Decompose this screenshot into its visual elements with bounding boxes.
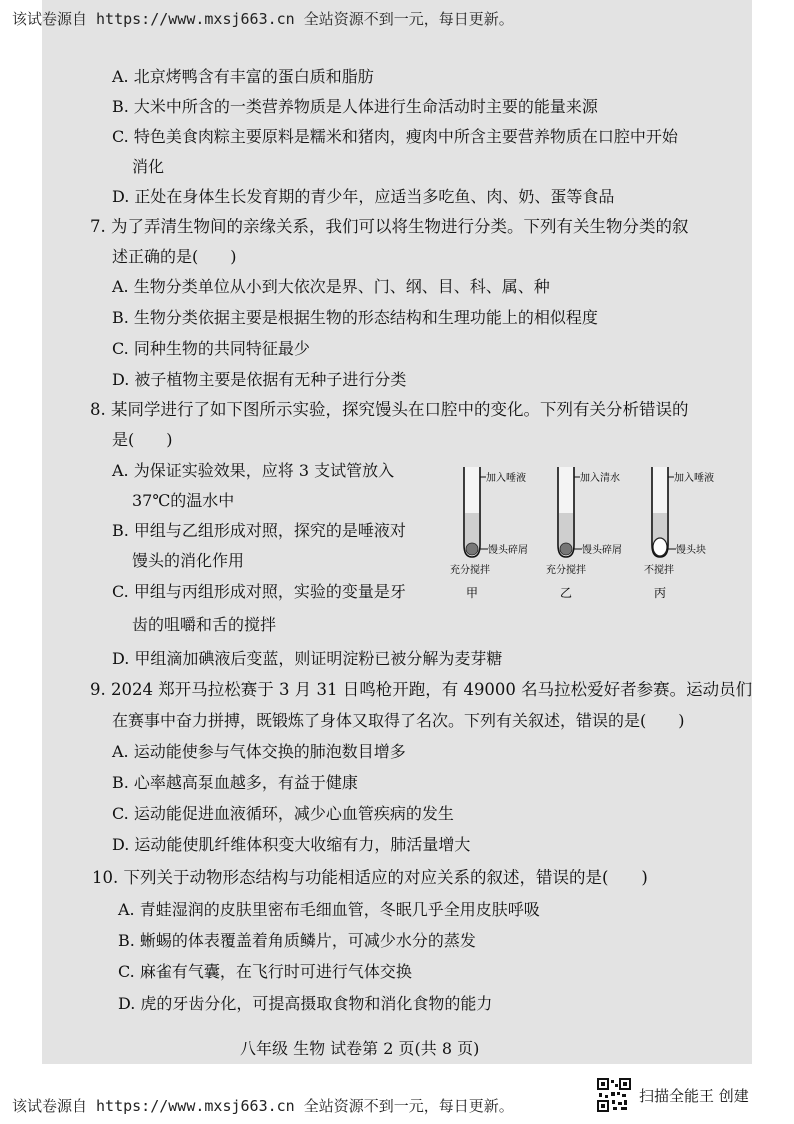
tube-yi-group-label: 乙 [560, 586, 573, 600]
q7-option-b: B. 生物分类依据主要是根据生物的形态结构和生理功能上的相似程度 [112, 308, 598, 327]
q10-option-a: A. 青蛙湿润的皮肤里密布毛细血管，冬眠几乎全用皮肤呼吸 [118, 900, 540, 919]
watermark-bottom: 该试卷源自 https://www.mxsj663.cn 全站资源不到一元，每日更新。 [12, 1097, 514, 1115]
q8-option-b-continued: 馒头的消化作用 [132, 551, 245, 570]
page-footer: 八年级 生物 试卷第 2 页(共 8 页) [240, 1039, 480, 1058]
q9-stem: 9. 2024 郑开马拉松赛于 3 月 31 日鸣枪开跑，有 49000 名马拉松爱好者参赛。运动员们 [90, 680, 753, 699]
tube-bing-group-label: 丙 [654, 586, 667, 600]
tube-yi-stir-label: 充分搅拌 [546, 565, 586, 576]
q10-option-b: B. 蜥蜴的体表覆盖着角质鳞片，可减少水分的蒸发 [118, 931, 476, 950]
scanner-badge [597, 1078, 777, 1118]
tube-jia-add-label: 加入唾液 [486, 473, 526, 484]
scanner-label: 扫描全能王 创建 [639, 1087, 749, 1105]
tube-yi [546, 467, 622, 600]
q10-option-c: C. 麻雀有气囊，在飞行时可进行气体交换 [118, 962, 412, 981]
crumbs-icon [466, 543, 478, 555]
tube-jia [450, 467, 528, 600]
tube-yi-add-label: 加入清水 [580, 473, 620, 484]
tube-jia-group-label: 甲 [466, 586, 479, 600]
test-tube-experiment-figure [448, 455, 738, 615]
tube-bing-stir-label: 不搅拌 [644, 565, 674, 576]
q8-option-a-continued: 37℃的温水中 [132, 491, 235, 510]
q8-option-a: A. 为保证实验效果，应将 3 支试管放入 [112, 461, 395, 480]
q6-option-b: B. 大米中所含的一类营养物质是人体进行生命活动时主要的能量来源 [112, 97, 598, 116]
q6-option-d: D. 正处在身体生长发育期的青少年，应适当多吃鱼、肉、奶、蛋等食品 [112, 187, 615, 206]
q10-stem: 10. 下列关于动物形态结构与功能相适应的对应关系的叙述，错误的是( ) [92, 868, 648, 887]
q6-option-c: C. 特色美食肉粽主要原料是糯米和猪肉，瘦肉中所含主要营养物质在口腔中开始 [112, 127, 678, 146]
q7-stem-continued: 述正确的是( ) [112, 247, 237, 266]
q7-stem: 7. 为了弄清生物间的亲缘关系，我们可以将生物进行分类。下列有关生物分类的叙 [90, 217, 689, 236]
tube-bing [644, 467, 714, 600]
q8-option-c-continued: 齿的咀嚼和舌的搅拌 [132, 615, 277, 634]
qr-code-icon [597, 1078, 631, 1112]
q9-option-b: B. 心率越高泵血越多，有益于健康 [112, 773, 358, 792]
q8-stem: 8. 某同学进行了如下图所示实验，探究馒头在口腔中的变化。下列有关分析错误的 [90, 400, 689, 419]
q9-stem-continued: 在赛事中奋力拼搏，既锻炼了身体又取得了名次。下列有关叙述，错误的是( ) [112, 711, 685, 730]
bread-block-icon [653, 538, 667, 556]
tube-bing-add-label: 加入唾液 [674, 473, 714, 484]
q8-option-d: D. 甲组滴加碘液后变蓝，则证明淀粉已被分解为麦芽糖 [112, 649, 503, 668]
q9-option-a: A. 运动能使参与气体交换的肺泡数目增多 [112, 742, 406, 761]
tube-yi-sample-label: 馒头碎屑 [582, 545, 622, 556]
q8-option-c: C. 甲组与丙组形成对照，实验的变量是牙 [112, 582, 406, 601]
q9-option-d: D. 运动能使肌纤维体积变大收缩有力，肺活量增大 [112, 835, 471, 854]
q8-stem-continued: 是( ) [112, 430, 173, 449]
crumbs-icon [560, 543, 572, 555]
q6-option-a: A. 北京烤鸭含有丰富的蛋白质和脂肪 [112, 67, 374, 86]
tube-bing-sample-label: 馒头块 [676, 545, 706, 556]
q7-option-c: C. 同种生物的共同特征最少 [112, 339, 310, 358]
tube-jia-sample-label: 馒头碎屑 [488, 545, 528, 556]
q7-option-d: D. 被子植物主要是依据有无种子进行分类 [112, 370, 407, 389]
q8-option-b: B. 甲组与乙组形成对照，探究的是唾液对 [112, 521, 406, 540]
q7-option-a: A. 生物分类单位从小到大依次是界、门、纲、目、科、属、种 [112, 277, 550, 296]
q10-option-d: D. 虎的牙齿分化，可提高摄取食物和消化食物的能力 [118, 994, 493, 1013]
q6-option-c-continued: 消化 [132, 157, 165, 176]
tube-jia-stir-label: 充分搅拌 [450, 565, 490, 576]
watermark-top: 该试卷源自 https://www.mxsj663.cn 全站资源不到一元，每日更新。 [12, 10, 514, 28]
q9-option-c: C. 运动能促进血液循环，减少心血管疾病的发生 [112, 804, 454, 823]
